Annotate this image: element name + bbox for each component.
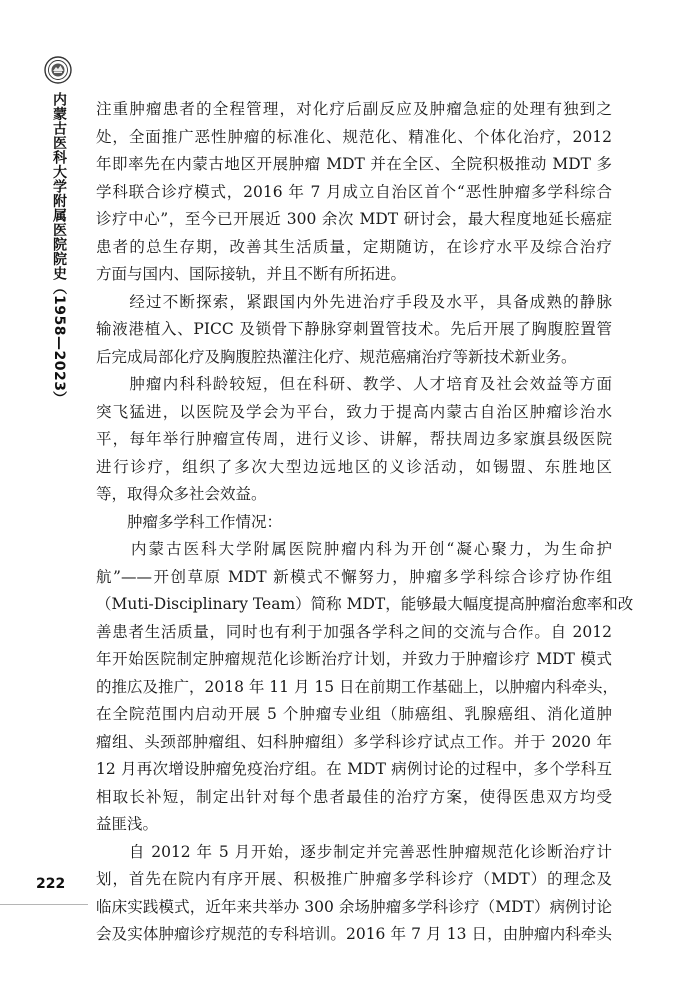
- book-title-vertical: 内蒙古医科大学附属医院院史（1958—2023）: [51, 92, 67, 406]
- text-line: 平，每年举行肿瘤宣传周，进行义诊、讲解，帮扶周边多家旗县级医院: [96, 430, 612, 448]
- text-line: 学科联合诊疗模式，2016 年 7 月成立自治区首个“恶性肿瘤多学科综合: [96, 182, 612, 201]
- text-line: 经过不断探索，紧跟国内外先进治疗手段及水平，具备成熟的静脉: [96, 292, 612, 311]
- page-number: 222: [36, 876, 66, 892]
- text-line: 诊疗中心”，至今已开展近 300 余次 MDT 研讨会，最大程度地延长癌症: [96, 210, 612, 228]
- text-line: 瘤组、头颈部肿瘤组、妇科肿瘤组）多学科诊疗试点工作。并于 2020 年: [96, 732, 612, 751]
- text-line: 划，首先在院内有序开展、积极推广肿瘤多学科诊疗（MDT）的理念及: [96, 870, 612, 888]
- section-heading: 肿瘤多学科工作情况：: [96, 512, 283, 531]
- text-line: 会及实体肿瘤诊疗规范的专科培训。2016 年 7 月 13 日，由肿瘤内科牵头: [96, 925, 612, 943]
- text-line: 方面与国内、国际接轨，并且不断有所拓进。: [96, 265, 407, 283]
- text-line: 后完成局部化疗及胸腹腔热灌注化疗、规范癌痛治疗等新技术新业务。: [96, 347, 577, 366]
- text-line: （Muti-Disciplinary Team）简称 MDT，能够最大幅度提高肿瘤治愈率和改: [96, 595, 634, 613]
- text-line: 自 2012 年 5 月开始，逐步制定并完善恶性肿瘤规范化诊断治疗计: [96, 842, 612, 861]
- text-line: 善患者生活质量，同时也有利于加强各学科之间的交流与合作。自 2012: [96, 622, 612, 641]
- text-line: 在全院范围内启动开展 5 个肿瘤专业组（肺癌组、乳腺癌组、消化道肿: [96, 705, 612, 723]
- text-line: 内蒙古医科大学附属医院肿瘤内科为开创“凝心聚力，为生命护: [96, 540, 612, 558]
- text-line: 等，取得众多社会效益。: [96, 485, 267, 503]
- text-line: 益匪浅。: [96, 815, 159, 833]
- text-line: 年即率先在内蒙古地区开展肿瘤 MDT 并在全区、全院积极推动 MDT 多: [96, 155, 612, 173]
- text-line: 12 月再次增设肿瘤免疫治疗组。在 MDT 病例讨论的过程中，多个学科互: [96, 760, 612, 778]
- text-line: 注重肿瘤患者的全程管理，对化疗后副反应及肿瘤急症的处理有独到之: [96, 100, 612, 118]
- text-line: 临床实践模式，近年来共举办 300 余场肿瘤多学科诊疗（MDT）病例讨论: [96, 897, 612, 916]
- text-line: 输液港植入、PICC 及锁骨下静脉穿刺置管技术。先后开展了胸腹腔置管: [96, 320, 612, 338]
- text-line: 处，全面推广恶性肿瘤的标准化、规范化、精准化、个体化治疗，2012: [96, 127, 612, 146]
- footer-rule: [0, 904, 88, 905]
- text-line: 肿瘤内科科龄较短，但在科研、教学、人才培育及社会效益等方面: [96, 375, 612, 393]
- text-line: 患者的总生存期，改善其生活质量，定期随访，在诊疗水平及综合治疗: [96, 237, 612, 256]
- hospital-logo: [44, 56, 72, 84]
- text-line: 的推広及推广，2018 年 11 月 15 日在前期工作基础上，以肿瘤内科牵头，: [96, 677, 619, 696]
- body-text: [96, 96, 634, 949]
- text-line: 航”——开创草原 MDT 新模式不懈努力，肿瘤多学科综合诊疗协作组: [96, 567, 612, 586]
- text-line: 年开始医院制定肿瘤规范化诊断治疗计划，并致力于肿瘤诊疗 MDT 模式: [96, 650, 612, 668]
- text-line: 相取长补短，制定出针对每个患者最佳的治疗方案，使得医患双方均受: [96, 787, 612, 806]
- text-line: 突飞猛进，以医院及学会为平台，致力于提高内蒙古自治区肿瘤诊治水: [96, 402, 612, 421]
- text-line: 进行诊疗，组织了多次大型边远地区的义诊活动，如锡盟、东胜地区: [96, 457, 612, 476]
